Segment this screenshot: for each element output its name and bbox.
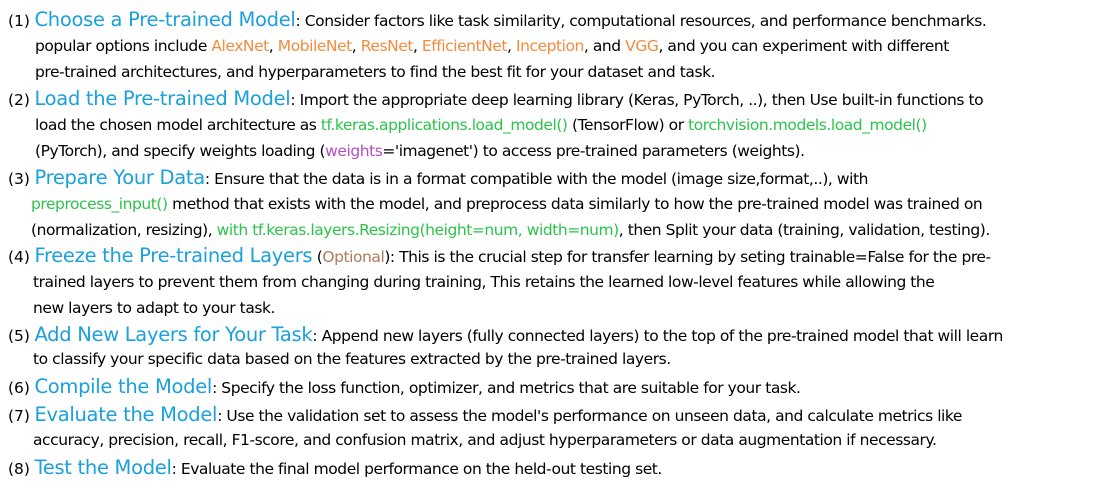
- step-text: pre-trained architectures, and hyperparameters to find the best fit for your dataset and task.: [35, 63, 716, 81]
- model-name-vgg: VGG: [625, 37, 659, 55]
- step-2-line-1: [8, 87, 983, 111]
- optional-tag: Optional: [322, 248, 385, 266]
- separator: ,: [268, 37, 278, 55]
- step-2-line-2: [35, 113, 927, 137]
- step-text: trained layers to prevent them from changing during training, This retains the learned low-level features while allowing the: [33, 273, 935, 291]
- step-text: : Append new layers (fully connected layers) to the top of the pre-trained model that will learn: [312, 327, 1003, 345]
- step-text: accuracy, precision, recall, F1-score, and confusion matrix, and adjust hyperparameters or data augmentation if necessary.: [33, 431, 937, 449]
- step-text: : Import the appropriate deep learning library (Keras, PyTorch, ..), then Use built-in functions to: [290, 91, 984, 109]
- separator: ,: [412, 37, 422, 55]
- step-text: : Evaluate the final model performance on the held-out testing set.: [171, 460, 662, 478]
- separator: ,: [507, 37, 516, 55]
- step-5-line-1: [8, 323, 1003, 347]
- step-number: (5): [8, 327, 30, 345]
- step-1-line-1: [8, 8, 986, 32]
- step-7-line-1: [8, 403, 962, 427]
- step-5-line-2: [33, 347, 671, 371]
- step-title: Test the Model: [34, 456, 172, 479]
- step-6-line-1: [8, 375, 801, 399]
- step-8-line-1: [8, 456, 662, 480]
- step-title: Choose a Pre-trained Model: [34, 8, 296, 31]
- step-text: (normalization, resizing),: [31, 221, 217, 239]
- step-text: method that exists with the model, and preprocess data similarly to how the pre-trained model was trained on: [167, 195, 983, 213]
- step-text: load the chosen model architecture as: [35, 116, 321, 134]
- model-name-inception: Inception: [515, 37, 584, 55]
- step-text: (: [312, 248, 323, 266]
- step-title: Freeze the Pre-trained Layers: [34, 244, 313, 267]
- step-text: popular options include: [35, 37, 212, 55]
- model-name-efficientnet: EfficientNet: [421, 37, 508, 55]
- step-text: new layers to adapt to your task.: [33, 299, 275, 317]
- step-3-line-1: [8, 166, 868, 190]
- step-title: Prepare Your Data: [34, 166, 205, 189]
- step-number: (1): [8, 12, 30, 30]
- step-number: (8): [8, 460, 30, 478]
- code-preprocess-input: preprocess_input(): [31, 195, 168, 213]
- model-name-alexnet: AlexNet: [211, 37, 269, 55]
- step-text: : Use the validation set to assess the model's performance on unseen data, and calculate metrics like: [217, 407, 962, 425]
- step-text: to classify your specific data based on the features extracted by the pre-trained layers.: [33, 350, 671, 368]
- step-1-line-3: [35, 60, 715, 84]
- step-text: , then Split your data (training, validation, testing).: [618, 221, 990, 239]
- step-number: (7): [8, 407, 30, 425]
- step-text: (TensorFlow) or: [567, 116, 689, 134]
- step-text: ='imagenet') to access pre-trained parameters (weights).: [382, 142, 805, 160]
- step-number: (6): [8, 379, 30, 397]
- step-4-line-2: [33, 270, 934, 294]
- code-weights-keyword: weights: [325, 142, 383, 160]
- step-number: (2): [8, 91, 30, 109]
- step-number: (4): [8, 248, 30, 266]
- step-text: (PyTorch), and specify weights loading (: [35, 142, 326, 160]
- step-3-line-2: [31, 192, 982, 216]
- step-3-line-3: [31, 218, 990, 242]
- step-1-line-2: [35, 34, 949, 58]
- code-resizing-layer: with tf.keras.layers.Resizing(height=num, width=num): [216, 221, 619, 239]
- step-7-line-2: [33, 428, 936, 452]
- step-title: Compile the Model: [34, 375, 213, 398]
- model-name-mobilenet: MobileNet: [277, 37, 352, 55]
- step-text: : Consider factors like task similarity, computational resources, and performance benchmarks.: [295, 12, 987, 30]
- step-title: Evaluate the Model: [34, 403, 218, 426]
- step-text: : Specify the loss function, optimizer, and metrics that are suitable for your task.: [212, 379, 801, 397]
- step-title: Load the Pre-trained Model: [34, 87, 291, 110]
- model-name-resnet: ResNet: [360, 37, 413, 55]
- separator: ,: [351, 37, 361, 55]
- code-tf-load-model: tf.keras.applications.load_model(): [320, 116, 568, 134]
- code-torchvision-load-model: torchvision.models.load_model(): [688, 116, 927, 134]
- step-4-line-1: [8, 244, 991, 268]
- step-number: (3): [8, 170, 30, 188]
- step-text: : Ensure that the data is in a format compatible with the model (image size,format,..), with: [204, 170, 868, 188]
- step-2-line-3: [35, 139, 805, 163]
- separator: , and: [583, 37, 626, 55]
- step-4-line-3: [33, 296, 275, 320]
- step-title: Add New Layers for Your Task: [34, 323, 313, 346]
- step-text: , and you can experiment with different: [658, 37, 949, 55]
- step-text: ): This is the crucial step for transfer learning by seting trainable=False for the pre-: [384, 248, 991, 266]
